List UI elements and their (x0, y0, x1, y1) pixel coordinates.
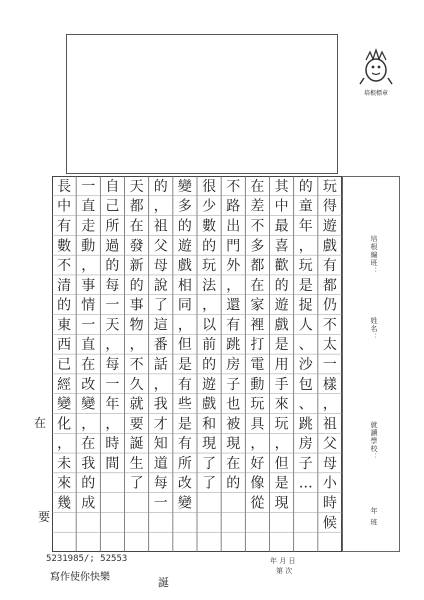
essay-character: … (298, 475, 313, 492)
essay-character: 未 (57, 455, 72, 472)
essay-character: 些 (177, 396, 192, 413)
essay-character: ， (202, 297, 217, 314)
essay-character: 中 (274, 198, 289, 215)
essay-character: 的 (202, 238, 217, 255)
essay-character: ， (81, 416, 96, 433)
essay-character: 戲 (202, 396, 217, 413)
essay-character: 要 (129, 416, 144, 433)
essay-character: 生 (129, 455, 144, 472)
grade-label: 年 班 (370, 507, 378, 527)
essay-character: 在 (81, 436, 96, 453)
essay-character: 成 (81, 495, 96, 512)
essay-character: 清 (57, 277, 72, 294)
essay-character: 不 (226, 178, 241, 195)
essay-character: 年 (105, 396, 120, 413)
essay-character: 我 (153, 396, 168, 413)
essay-character: 但 (177, 337, 192, 354)
essay-character: 話 (153, 357, 168, 373)
essay-grid (52, 176, 342, 552)
margin-note-1: 在 (34, 416, 47, 430)
essay-character: 還 (226, 297, 241, 314)
essay-character: ， (322, 396, 337, 413)
essay-character: 不 (322, 317, 337, 334)
essay-character: 變 (57, 396, 72, 413)
essay-character: 一 (322, 357, 337, 373)
date-label: 年 月 日 (270, 557, 296, 565)
essay-character: 玩 (250, 396, 265, 413)
title-box (66, 34, 338, 174)
essay-character: 相 (177, 277, 192, 294)
essay-character: 前 (202, 337, 217, 354)
essay-character: ， (250, 436, 265, 453)
essay-character: 時 (322, 495, 337, 512)
essay-character: 多 (250, 238, 265, 255)
essay-character: 一 (81, 178, 96, 195)
essay-character: 法 (202, 277, 217, 294)
essay-character: 己 (105, 198, 120, 215)
essay-character: 的 (177, 218, 192, 235)
essay-character: 候 (322, 515, 337, 532)
essay-character: ， (177, 317, 192, 334)
essay-character: 的 (202, 357, 217, 373)
essay-character: 跳 (226, 337, 241, 354)
class-label: 培根編班： (370, 235, 378, 275)
essay-character: 在 (129, 218, 144, 235)
essay-character: 現 (202, 436, 217, 453)
essay-character: 了 (129, 475, 144, 492)
essay-character: 不 (129, 357, 144, 373)
essay-character: 但 (274, 455, 289, 472)
essay-character: 包 (298, 376, 313, 393)
essay-character: ， (153, 198, 168, 215)
essay-character: 了 (153, 297, 168, 314)
essay-character: 變 (81, 396, 96, 413)
essay-character: 人 (298, 317, 313, 334)
essay-character: 事 (81, 277, 96, 294)
essay-character: 都 (322, 277, 337, 294)
essay-character: 小 (322, 475, 337, 492)
essay-character: 子 (298, 455, 313, 472)
essay-character: 在 (250, 178, 265, 195)
essay-character: 事 (129, 297, 144, 314)
essay-character: 裡 (250, 317, 265, 334)
essay-character: 變 (177, 495, 192, 512)
essay-character: 自 (105, 178, 120, 195)
essay-character: 很 (202, 178, 217, 195)
essay-character: 祖 (322, 416, 337, 433)
essay-character: 過 (105, 238, 120, 255)
essay-character: 路 (226, 198, 241, 215)
essay-character: 不 (250, 218, 265, 235)
essay-character: 道 (153, 455, 168, 472)
essay-character: 西 (57, 337, 72, 354)
essay-character: 是 (177, 416, 192, 433)
essay-character: 、 (298, 337, 313, 354)
essay-character: 的 (153, 178, 168, 195)
essay-character: 有 (57, 218, 72, 235)
essay-character: 是 (298, 277, 313, 294)
essay-character: 才 (153, 416, 168, 433)
essay-character: 捉 (298, 297, 313, 314)
essay-character: 父 (322, 436, 337, 453)
essay-character: 用 (274, 357, 289, 373)
essay-character: 玩 (202, 258, 217, 275)
essay-character: 其 (274, 178, 289, 195)
essay-character: 的 (298, 178, 313, 195)
essay-character: 數 (202, 218, 217, 235)
essay-character: 久 (129, 376, 144, 393)
essay-character: 被 (226, 416, 241, 433)
essay-character: 經 (57, 376, 72, 393)
essay-character: 了 (202, 475, 217, 492)
essay-character: ， (81, 258, 96, 275)
essay-character: 改 (177, 475, 192, 492)
attempt-label: 第 次 (276, 567, 293, 575)
essay-character: 動 (250, 376, 265, 393)
essay-character: 在 (226, 455, 241, 472)
essay-character: 動 (81, 238, 96, 255)
essay-character: 說 (153, 277, 168, 294)
essay-character: 遊 (202, 376, 217, 393)
essay-character: 有 (322, 258, 337, 275)
essay-character: 都 (250, 258, 265, 275)
essay-character: 房 (298, 436, 313, 453)
essay-character: 一 (153, 495, 168, 512)
essay-character: ， (57, 436, 72, 453)
essay-character: 不 (57, 258, 72, 275)
essay-character: ， (105, 337, 120, 354)
essay-character: 手 (274, 376, 289, 393)
essay-character: 歡 (274, 258, 289, 275)
essay-character: 戲 (177, 258, 192, 275)
essay-character: 門 (226, 238, 241, 255)
essay-character: 、 (298, 396, 313, 413)
margin-note-2: 要 (38, 510, 51, 524)
essay-character: 天 (105, 317, 120, 334)
essay-character: 家 (250, 297, 265, 314)
essay-character: 番 (153, 337, 168, 354)
essay-character: 是 (177, 357, 192, 373)
essay-character: 有 (226, 317, 241, 334)
essay-character: 化 (57, 416, 72, 433)
essay-character: 父 (153, 238, 168, 255)
essay-character: 每 (105, 277, 120, 294)
essay-character: 祖 (153, 218, 168, 235)
essay-character: 新 (129, 258, 144, 275)
essay-character: ， (226, 277, 241, 294)
essay-character: 來 (274, 396, 289, 413)
essay-character: 也 (226, 396, 241, 413)
essay-character: 的 (129, 277, 144, 294)
essay-character: 誕 (129, 436, 144, 453)
essay-character: 在 (81, 357, 96, 373)
essay-character: 房 (226, 357, 241, 373)
essay-character: 一 (105, 297, 120, 314)
essay-character: 玩 (274, 416, 289, 433)
essay-character: 戲 (274, 317, 289, 334)
essay-character: 間 (105, 455, 120, 472)
essay-character: ， (274, 436, 289, 453)
essay-character: 的 (226, 475, 241, 492)
essay-character: 一 (105, 376, 120, 393)
essay-character: 在 (250, 277, 265, 294)
essay-character: 直 (81, 337, 96, 354)
essay-character: 東 (57, 317, 72, 334)
essay-character: 沙 (298, 357, 313, 373)
essay-character: 就 (129, 396, 144, 413)
essay-character: 所 (105, 218, 120, 235)
essay-character: 每 (105, 357, 120, 373)
essay-character: ， (298, 238, 313, 255)
essay-character: 是 (274, 337, 289, 354)
essay-character: 以 (202, 317, 217, 334)
essay-character: 戲 (322, 238, 337, 255)
essay-character: 這 (153, 317, 168, 334)
essay-character: 改 (81, 376, 96, 393)
essay-character: 像 (250, 475, 265, 492)
essay-character: 走 (81, 218, 96, 235)
essay-character: 遊 (274, 297, 289, 314)
essay-character: 遊 (177, 238, 192, 255)
essay-character: 都 (129, 198, 144, 215)
essay-character: 子 (226, 376, 241, 393)
essay-character: 最 (274, 218, 289, 235)
essay-character: 的 (81, 475, 96, 492)
essay-character: 知 (153, 436, 168, 453)
essay-character: 的 (105, 258, 120, 275)
essay-character: 的 (274, 277, 289, 294)
school-label: 就讀學校： (370, 421, 378, 461)
essay-character: 遊 (322, 218, 337, 235)
essay-character: 玩 (322, 178, 337, 195)
essay-character: 幾 (57, 495, 72, 512)
essay-character: 年 (298, 218, 313, 235)
essay-character: 時 (105, 436, 120, 453)
essay-character: 現 (226, 436, 241, 453)
essay-character: 玩 (298, 258, 313, 275)
margin-note-3: 誕 (158, 576, 169, 589)
essay-character: 直 (81, 198, 96, 215)
name-label: 姓名： (370, 317, 378, 341)
essay-character: 多 (177, 198, 192, 215)
essay-character: 一 (81, 317, 96, 334)
essay-character: 我 (81, 455, 96, 472)
essay-character: 具 (250, 416, 265, 433)
essay-character: 樣 (322, 376, 337, 393)
essay-character: 和 (202, 416, 217, 433)
essay-character: 所 (177, 455, 192, 472)
essay-character: 是 (274, 475, 289, 492)
essay-character: 喜 (274, 238, 289, 255)
slogan: 寫作使你快樂 (50, 572, 110, 583)
essay-character: 母 (322, 455, 337, 472)
essay-character: 中 (57, 198, 72, 215)
essay-character: 仍 (322, 297, 337, 314)
essay-character: ， (129, 337, 144, 354)
essay-character: 有 (177, 376, 192, 393)
essay-character: 情 (81, 297, 96, 314)
essay-character: 物 (129, 317, 144, 334)
essay-character: 天 (129, 178, 144, 195)
essay-character: 有 (177, 436, 192, 453)
essay-character: 已 (57, 357, 72, 373)
essay-character: 母 (153, 258, 168, 275)
essay-character: 變 (177, 178, 192, 195)
essay-character: 童 (298, 198, 313, 215)
essay-character: 長 (57, 178, 72, 195)
essay-character: 現 (274, 495, 289, 512)
essay-character: 數 (57, 238, 72, 255)
student-info-panel (342, 176, 400, 552)
essay-character: 每 (153, 475, 168, 492)
essay-character: ， (105, 416, 120, 433)
stamp-number: 5231985/; 52553 (46, 554, 128, 564)
essay-character: 發 (129, 238, 144, 255)
essay-character: 電 (250, 357, 265, 373)
essay-character: 得 (322, 198, 337, 215)
essay-character: 了 (202, 455, 217, 472)
essay-character: ， (153, 376, 168, 393)
essay-character: 出 (226, 218, 241, 235)
essay-character: 好 (250, 455, 265, 472)
essay-character: 少 (202, 198, 217, 215)
essay-character: 太 (322, 337, 337, 354)
essay-character: 來 (57, 475, 72, 492)
essay-character: 的 (57, 297, 72, 314)
essay-character: 同 (177, 297, 192, 314)
essay-character: 從 (250, 495, 265, 512)
essay-character: 外 (226, 258, 241, 275)
logo-caption: 培根標章 (363, 90, 388, 97)
essay-character: 跳 (298, 416, 313, 433)
essay-character: 差 (250, 198, 265, 215)
essay-character: 打 (250, 337, 265, 354)
